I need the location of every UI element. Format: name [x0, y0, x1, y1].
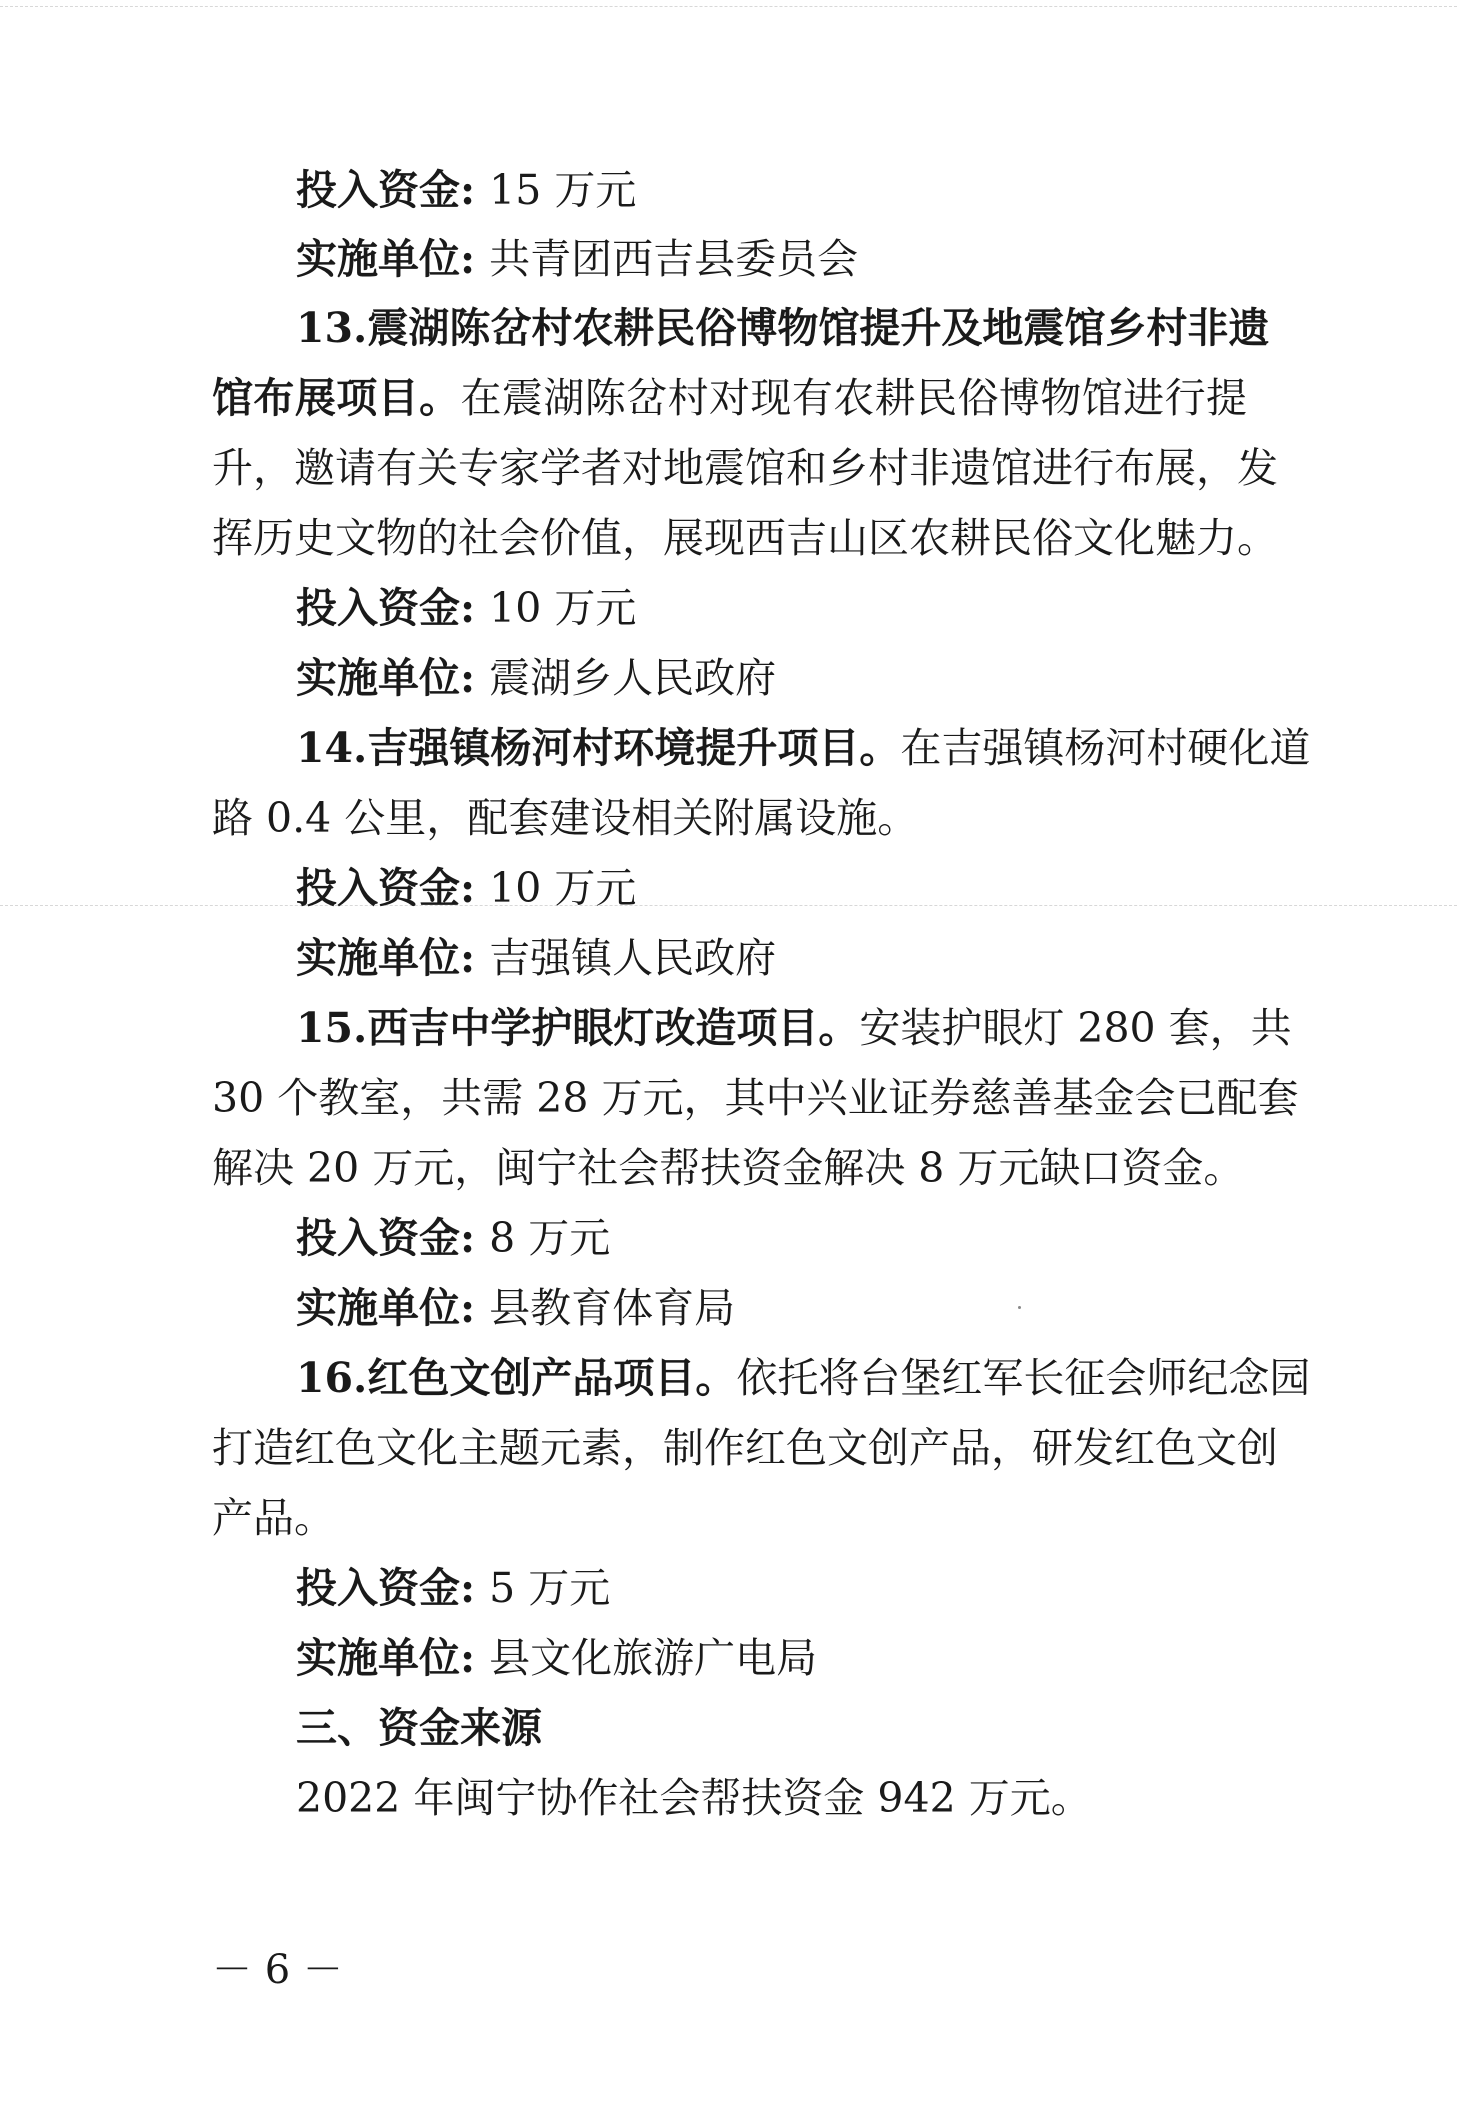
unit-label: 实施单位:: [296, 235, 476, 283]
fund-label: 投入资金:: [296, 864, 476, 912]
section-heading: 三、资金来源: [296, 1704, 542, 1752]
fund-label: 投入资金:: [296, 166, 476, 214]
project-16-line1: [296, 1348, 1311, 1408]
fund-label: 投入资金:: [296, 1214, 476, 1262]
project-14-line1: [296, 718, 1311, 778]
project-16-title: 16.红色文创产品项目。: [296, 1354, 737, 1402]
project-13-body-line3: 挥历史文物的社会价值，展现西吉山区农耕民俗文化魅力。: [212, 514, 1278, 562]
unit-value: 吉强镇人民政府: [489, 934, 777, 982]
project-13-title-line2: 馆布展项目。: [212, 374, 461, 422]
unit-label: 实施单位:: [296, 654, 476, 702]
project-12-unit: [296, 229, 858, 289]
unit-value: 县教育体育局: [489, 1284, 736, 1332]
project-12-fund: [296, 160, 636, 220]
project-15-body-line3: 解决 20 万元，闽宁社会帮扶资金解决 8 万元缺口资金。: [212, 1144, 1245, 1192]
fund-value: 10 万元: [489, 584, 637, 632]
project-14-title: 14.吉强镇杨河村环境提升项目。: [296, 724, 901, 772]
project-13-fund: [296, 578, 636, 638]
project-13-body-line2: 升，邀请有关专家学者对地震馆和乡村非遗馆进行布展，发: [212, 444, 1278, 492]
project-13-unit: [296, 648, 776, 708]
project-13-line2: [212, 368, 1247, 428]
project-14-body-line1: 在吉强镇杨河村硬化道: [900, 724, 1311, 772]
project-15-fund: [296, 1208, 610, 1268]
project-16-body-line2: 打造红色文化主题元素，制作红色文创产品，研发红色文创: [212, 1424, 1278, 1472]
project-16-fund: [296, 1558, 610, 1618]
project-13-body-line1: 在震湖陈岔村对现有农耕民俗博物馆进行提: [460, 374, 1247, 422]
project-15-line1: [296, 998, 1292, 1058]
unit-value: 县文化旅游广电局: [489, 1634, 818, 1682]
project-15-unit: [296, 1278, 735, 1338]
project-16-body-line1: 依托将台堡红军长征会师纪念园: [736, 1354, 1311, 1402]
project-15-body-line1: 安装护眼灯 280 套，共: [859, 1004, 1292, 1052]
scan-fold-line: [0, 6, 1457, 8]
project-13-title-line1: 13.震湖陈岔村农耕民俗博物馆提升及地震馆乡村非遗: [296, 304, 1270, 352]
section-body: 2022 年闽宁协作社会帮扶资金 942 万元。: [296, 1774, 1092, 1822]
fund-value: 8 万元: [489, 1214, 611, 1262]
fund-label: 投入资金:: [296, 1564, 476, 1612]
unit-label: 实施单位:: [296, 934, 476, 982]
page-number: － 6 －: [212, 1947, 343, 1993]
project-16-body-line3: 产品。: [212, 1494, 335, 1542]
project-15-body-line2: 30 个教室，共需 28 万元，其中兴业证券慈善基金会已配套: [212, 1074, 1299, 1122]
unit-value: 震湖乡人民政府: [489, 654, 777, 702]
unit-value: 共青团西吉县委员会: [489, 235, 859, 283]
project-16-unit: [296, 1628, 817, 1688]
fund-label: 投入资金:: [296, 584, 476, 632]
unit-label: 实施单位:: [296, 1634, 476, 1682]
project-14-fund: [296, 858, 636, 918]
project-15-title: 15.西吉中学护眼灯改造项目。: [296, 1004, 860, 1052]
unit-label: 实施单位:: [296, 1284, 476, 1332]
fund-value: 10 万元: [489, 864, 637, 912]
project-14-body-line2: 路 0.4 公里，配套建设相关附属设施。: [212, 794, 919, 842]
fund-value: 5 万元: [489, 1564, 611, 1612]
project-14-unit: [296, 928, 776, 988]
scan-fold-line: [0, 905, 1457, 907]
fund-value: 15 万元: [489, 166, 637, 214]
scan-speck: [1018, 1306, 1021, 1309]
